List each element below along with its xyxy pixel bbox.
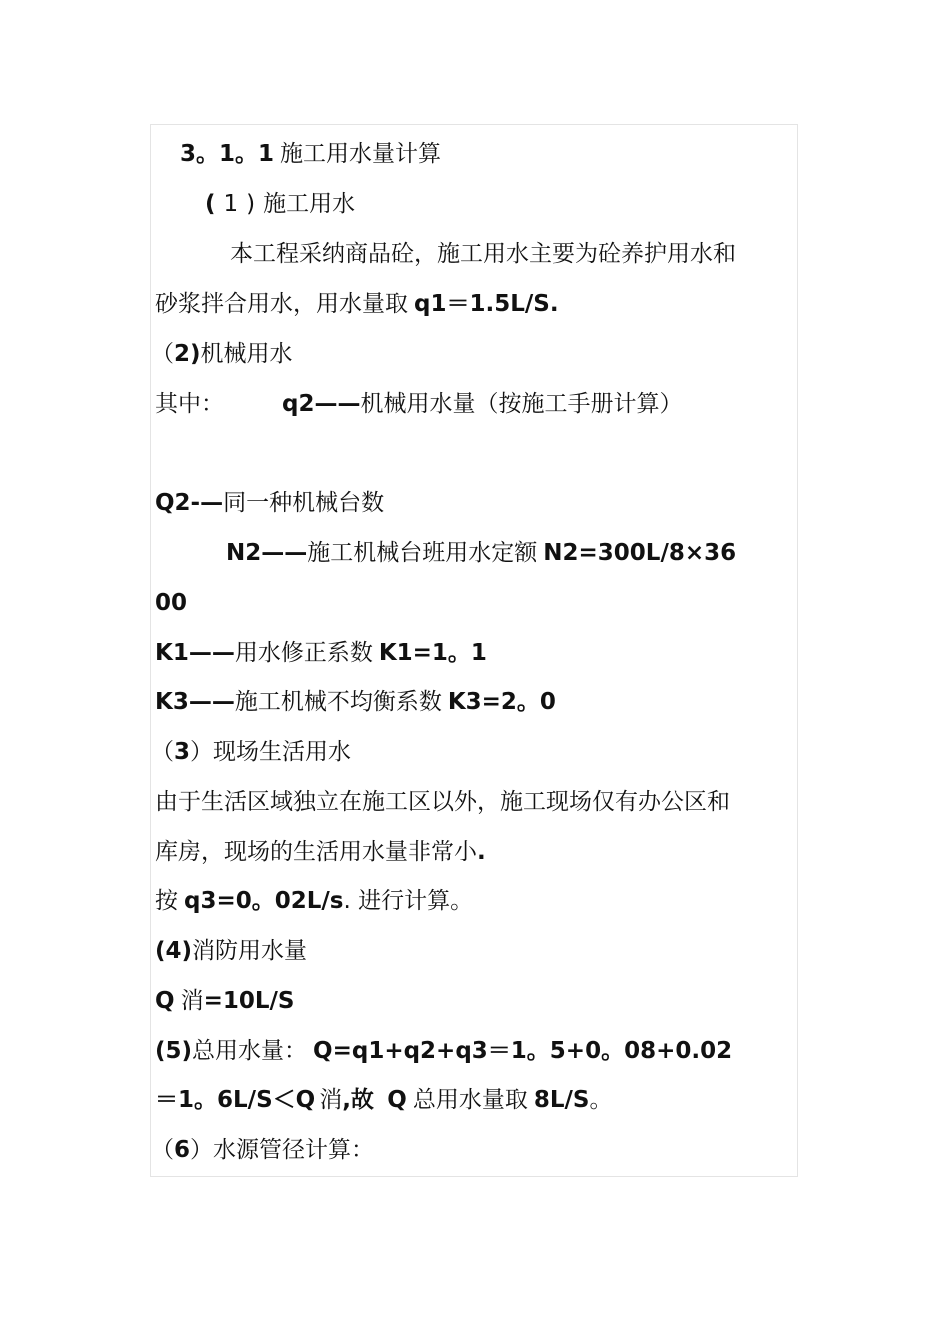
Q2-line bbox=[155, 488, 384, 518]
total-comma: ,故 bbox=[342, 1087, 374, 1113]
subsection-3-title: 现场生活用水 bbox=[213, 739, 352, 765]
fire-q-value: =10L/S bbox=[203, 988, 295, 1014]
subsection-3-close: ） bbox=[190, 739, 214, 765]
subsection-1-heading bbox=[205, 189, 355, 219]
where-label: 其中： bbox=[155, 391, 224, 417]
q3-line bbox=[155, 886, 473, 916]
Q2-symbol: Q2-— bbox=[155, 490, 224, 516]
subsection-6-open: （ bbox=[151, 1137, 174, 1163]
total-formula: Q=q1+q2+q3＝1。5+0。08+0.02 bbox=[313, 1038, 733, 1064]
subsection-5-number: (5) bbox=[155, 1038, 193, 1064]
subsection-3-open: （ bbox=[151, 739, 174, 765]
fire-q-symbol: Q bbox=[155, 988, 175, 1014]
N2-line bbox=[226, 538, 736, 568]
total-choice-value: 8L/S bbox=[533, 1087, 590, 1113]
K1-value: K1=1。1 bbox=[378, 640, 487, 666]
total-q-symbol: Q bbox=[387, 1087, 407, 1113]
total-period: 。 bbox=[589, 1087, 613, 1113]
subsection-6-close: ） bbox=[190, 1137, 214, 1163]
N2-value: N2=300L/8×36 bbox=[543, 540, 737, 566]
N2-description: 施工机械台班用水定额 bbox=[307, 540, 538, 566]
K1-symbol: K1—— bbox=[155, 640, 235, 666]
paragraph-3-period: . bbox=[477, 839, 486, 865]
K1-description: 用水修正系数 bbox=[234, 640, 373, 666]
total-choice-text: 总用水量取 bbox=[412, 1087, 528, 1113]
N2-value-continued: 00 bbox=[155, 590, 188, 616]
paragraph-3-line-2 bbox=[155, 837, 486, 867]
section-heading bbox=[180, 139, 441, 169]
N2-symbol: N2—— bbox=[226, 540, 308, 566]
subsection-1-title: 施工用水 bbox=[263, 191, 356, 217]
subsection-5-heading bbox=[155, 1036, 732, 1066]
subsection-3-number: 3 bbox=[174, 739, 191, 765]
paragraph-3-line-1: 由于生活区域独立在施工区以外，施工现场仅有办公区和 bbox=[155, 789, 730, 815]
paragraph-1-line-1: 本工程采纳商品砼，施工用水主要为砼养护用水和 bbox=[230, 241, 736, 267]
q3-prefix: 按 bbox=[155, 888, 178, 914]
total-result: ＝1。6L/S＜Q bbox=[155, 1087, 316, 1113]
K3-symbol: K3—— bbox=[155, 689, 235, 715]
subsection-1-open: ( bbox=[205, 191, 216, 217]
subsection-6-number: 6 bbox=[174, 1137, 191, 1163]
K3-description: 施工机械不均衡系数 bbox=[234, 689, 442, 715]
subsection-4-title: 消防用水量 bbox=[192, 938, 308, 964]
section-number: 3。1。1 bbox=[180, 141, 275, 167]
section-title: 施工用水量计算 bbox=[280, 141, 442, 167]
subsection-5-title: 总用水量： bbox=[192, 1038, 308, 1064]
fire-q-subscript: 消 bbox=[180, 988, 204, 1014]
fire-water-line bbox=[155, 986, 294, 1016]
subsection-1-number: 1 bbox=[223, 191, 239, 217]
subsection-1-close: ) bbox=[246, 191, 256, 217]
q2-description: 机械用水量（按施工手册计算） bbox=[360, 391, 683, 417]
q2-symbol: q2—— bbox=[282, 391, 361, 417]
paragraph-1-line-2 bbox=[155, 289, 559, 319]
total-formula-continued bbox=[155, 1085, 612, 1115]
Q2-description: 同一种机械台数 bbox=[223, 490, 385, 516]
subsection-2-heading bbox=[151, 339, 293, 369]
subsection-2-number: 2) bbox=[174, 341, 201, 367]
q3-value: q3=0。02L/s bbox=[184, 888, 344, 914]
paragraph-1-text: 砂浆拌合用水，用水量取 bbox=[155, 291, 408, 317]
K3-line bbox=[155, 687, 556, 717]
subsection-4-number: (4) bbox=[155, 938, 193, 964]
subsection-6-title: 水源管径计算： bbox=[213, 1137, 375, 1163]
subsection-4-heading bbox=[155, 936, 307, 966]
K1-line bbox=[155, 638, 487, 668]
where-line bbox=[155, 389, 682, 419]
total-fire-subscript: 消 bbox=[319, 1087, 343, 1113]
paragraph-3-text: 库房，现场的生活用水量非常小 bbox=[155, 839, 477, 865]
subsection-2-open: （ bbox=[151, 341, 174, 367]
subsection-6-heading bbox=[151, 1135, 374, 1165]
subsection-3-heading bbox=[151, 737, 351, 767]
subsection-2-title: 机械用水 bbox=[200, 341, 293, 367]
q3-suffix: . 进行计算。 bbox=[343, 888, 474, 914]
K3-value: K3=2。0 bbox=[447, 689, 556, 715]
q1-formula: q1＝1.5L/S. bbox=[414, 291, 559, 317]
